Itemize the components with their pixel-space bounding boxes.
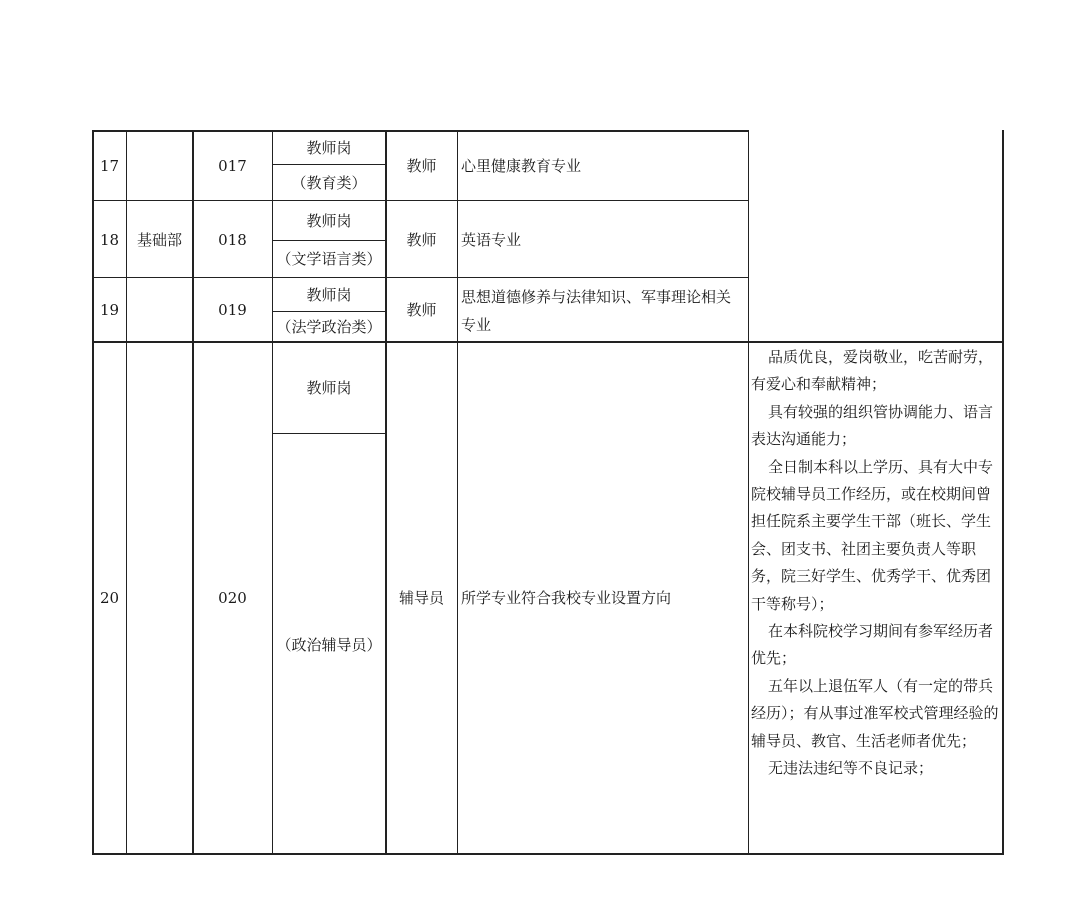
post-code: 017 xyxy=(218,157,247,175)
post-category: （教育类） xyxy=(291,173,367,192)
major-requirement: 所学专业符合我校专业设置方向 xyxy=(461,589,672,607)
requirement-item: 全日制本科以上学历、具有大中专院校辅导员工作经历，或在校期间曾担任院系主要学生干部（班长、学生会、团支书、社团主要负责人等职务，院三好学生、优秀学干、优秀团干等称号）； xyxy=(751,457,994,613)
table-bottom-border xyxy=(93,853,1003,855)
post-title: 教师岗 xyxy=(306,138,352,157)
requirement-item: 在本科院校学习期间有参军经历者优先； xyxy=(751,622,994,668)
post-code: 020 xyxy=(218,589,247,607)
column-divider xyxy=(748,130,749,855)
requirement-item: 品质优良，爱岗敬业，吃苦耐劳，有爱心和奉献精神； xyxy=(751,348,994,394)
post-category: （政治辅导员） xyxy=(276,636,382,654)
row-number: 18 xyxy=(99,230,120,249)
requirements-list xyxy=(751,344,1001,783)
post-title: 教师岗 xyxy=(306,379,352,397)
role: 教师 xyxy=(406,157,437,175)
role: 教师 xyxy=(406,301,437,319)
table-right-border xyxy=(1002,130,1004,855)
row-number: 20 xyxy=(99,589,120,607)
post-category: （文学语言类） xyxy=(276,250,382,268)
department: 基础部 xyxy=(136,230,182,249)
row-number: 19 xyxy=(99,301,120,319)
post-code: 019 xyxy=(218,301,247,319)
requirement-item: 五年以上退伍军人（有一定的带兵经历）；有从事过准军校式管理经验的辅导员、教官、生活老师者优先； xyxy=(751,676,999,750)
major-requirement-line2: 专业 xyxy=(461,316,492,334)
post-title: 教师岗 xyxy=(306,211,352,230)
requirement-item: 无违法违纪等不良记录； xyxy=(768,759,934,778)
requirement-item: 具有较强的组织管协调能力、语言表达沟通能力； xyxy=(751,402,994,449)
post-code: 018 xyxy=(218,230,247,249)
role: 教师 xyxy=(406,230,437,249)
row-number: 17 xyxy=(99,157,120,175)
post-title: 教师岗 xyxy=(306,285,352,304)
major-requirement: 心里健康教育专业 xyxy=(461,157,582,175)
major-requirement: 英语专业 xyxy=(461,230,522,249)
role: 辅导员 xyxy=(398,589,444,607)
major-requirement-line1: 思想道德修养与法律知识、军事理论相关 xyxy=(461,288,732,306)
post-category: （法学政治类） xyxy=(276,317,382,336)
post-cell-divider xyxy=(273,433,385,434)
